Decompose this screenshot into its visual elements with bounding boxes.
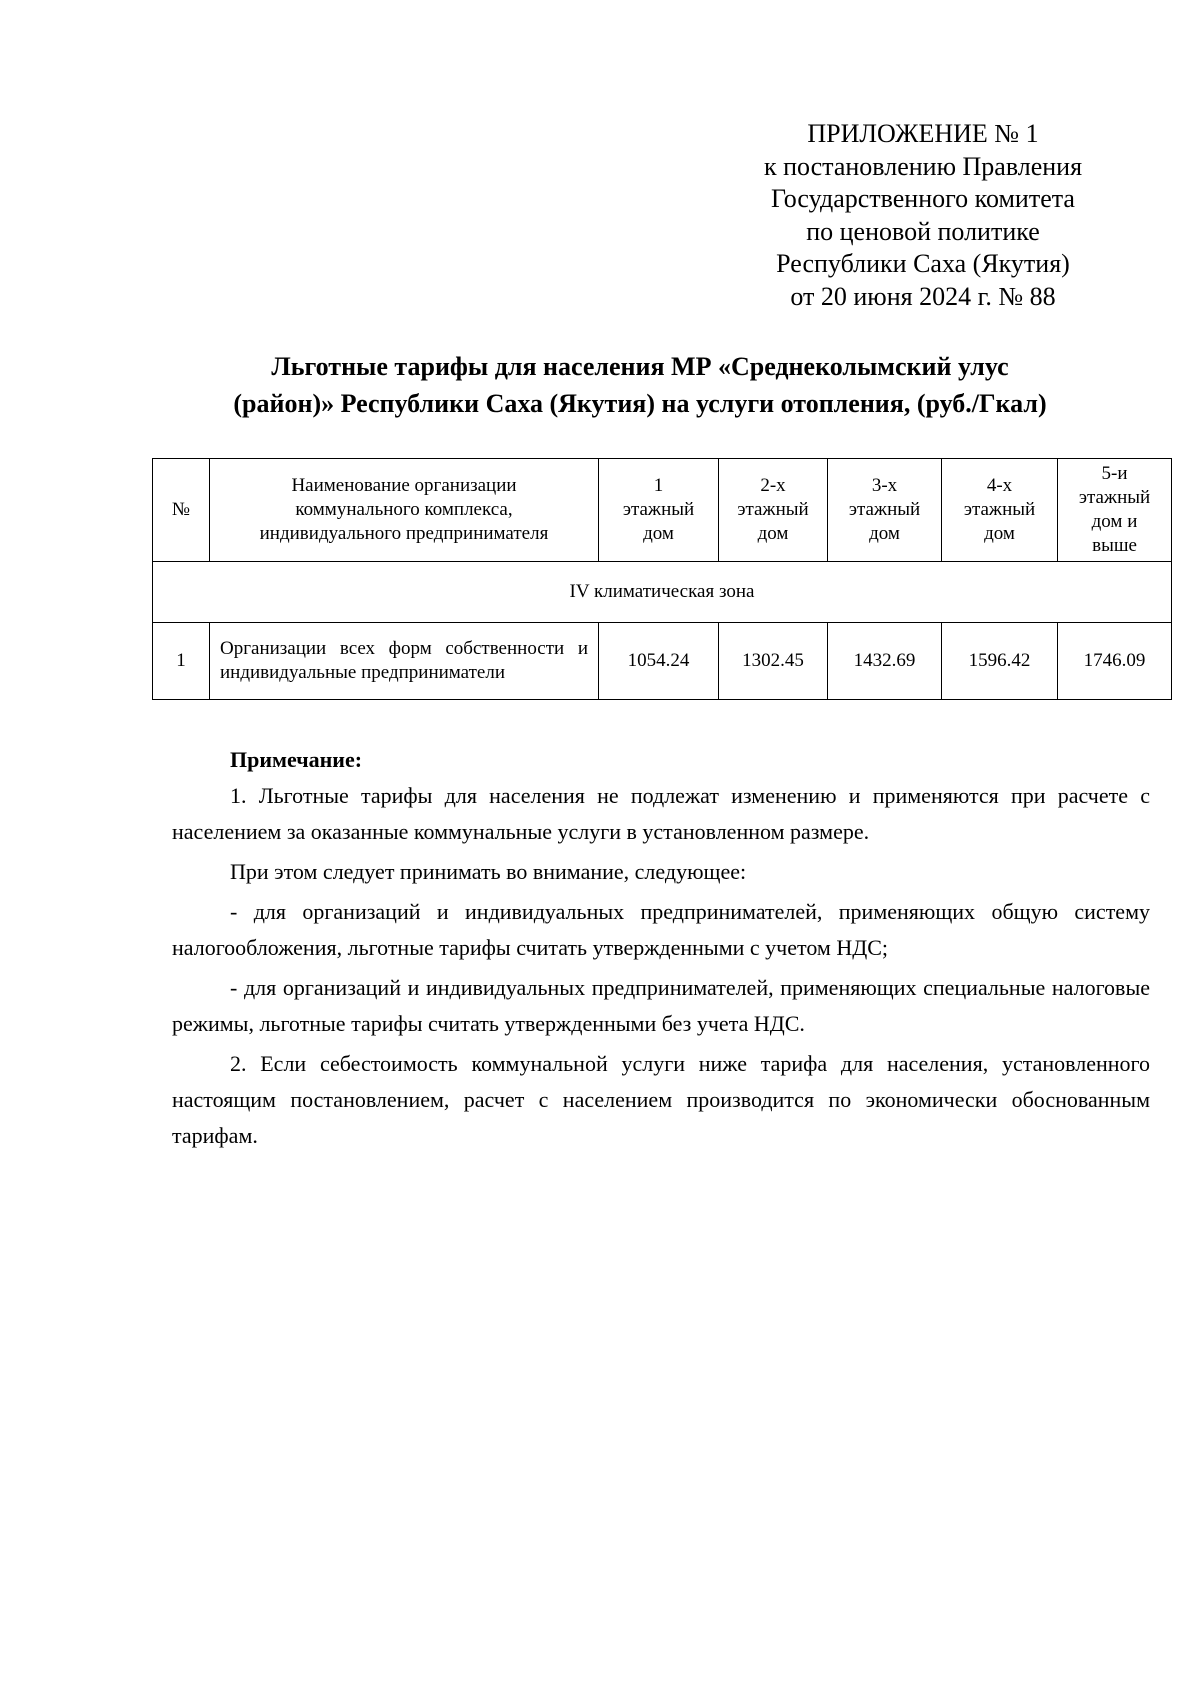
header-floor-3: 3-х этажный дом [828,459,942,562]
appendix-line: к постановлению Правления [763,151,1083,181]
note-paragraph: 2. Если себестоимость коммунальной услуги ниже тарифа для населения, установленного настоящим постановлением, расчет с населением производится по экономически обоснованным тарифам. [172,1051,1150,1148]
tariff-floor-4: 1596.42 [942,623,1058,700]
tariff-floor-3: 1432.69 [828,623,942,700]
tariff-table [152,458,1172,700]
appendix-line: по ценовой политике [806,216,1040,246]
appendix-line: Государственного комитета [771,184,1075,213]
table-row [153,623,1172,700]
tariff-floor-1: 1054.24 [599,623,719,700]
appendix-line: Республики Саха (Якутия) [776,249,1070,278]
document-title-line-2: (район)» Республики Саха (Якутия) на услуги отопления, (руб./Гкал) [233,389,1047,418]
header-floor-4: 4-х этажный дом [942,459,1058,562]
row-number: 1 [153,623,210,700]
note-paragraph: - для организаций и индивидуальных предпринимателей, применяющих специальные налоговые режимы, льготные тарифы считать утвержденными без учета НДС. [172,975,1150,1036]
header-floor-2: 2-х этажный дом [719,459,828,562]
table-header-row [153,459,1172,562]
appendix-heading: ПРИЛОЖЕНИЕ № 1 [807,119,1039,148]
document-title-line-1: Льготные тарифы для населения МР «Среднеколымский улус [271,352,1009,381]
tariff-floor-2: 1302.45 [719,623,828,700]
appendix-date-line: от 20 июня 2024 г. № 88 [790,281,1056,311]
note-paragraph: При этом следует принимать во внимание, следующее: [230,859,747,884]
header-floor-1: 1 этажный дом [599,459,719,562]
note-paragraph: - для организаций и индивидуальных предпринимателей, применяющих общую систему налогообложения, льготные тарифы считать утвержденными с учетом НДС; [172,899,1150,960]
header-organization: Наименование организации коммунального комплекса, индивидуального предпринимателя [210,459,599,562]
row-organization: Организации всех форм собственности и индивидуальные предприниматели [210,623,599,700]
document-title [140,348,1140,422]
appendix-block [718,118,1128,313]
header-number: № [153,459,210,562]
climate-zone-label: IV климатическая зона [153,562,1172,623]
header-floor-5: 5-и этажный дом и выше [1058,459,1172,562]
climate-zone-row [153,562,1172,623]
note-paragraph: 1. Льготные тарифы для населения не подлежат изменению и применяются при расчете с населением за оказанные коммунальные услуги в установленном размере. [172,783,1150,844]
notes-section [172,742,1150,1158]
tariff-floor-5: 1746.09 [1058,623,1172,700]
notes-title: Примечание: [230,747,363,772]
